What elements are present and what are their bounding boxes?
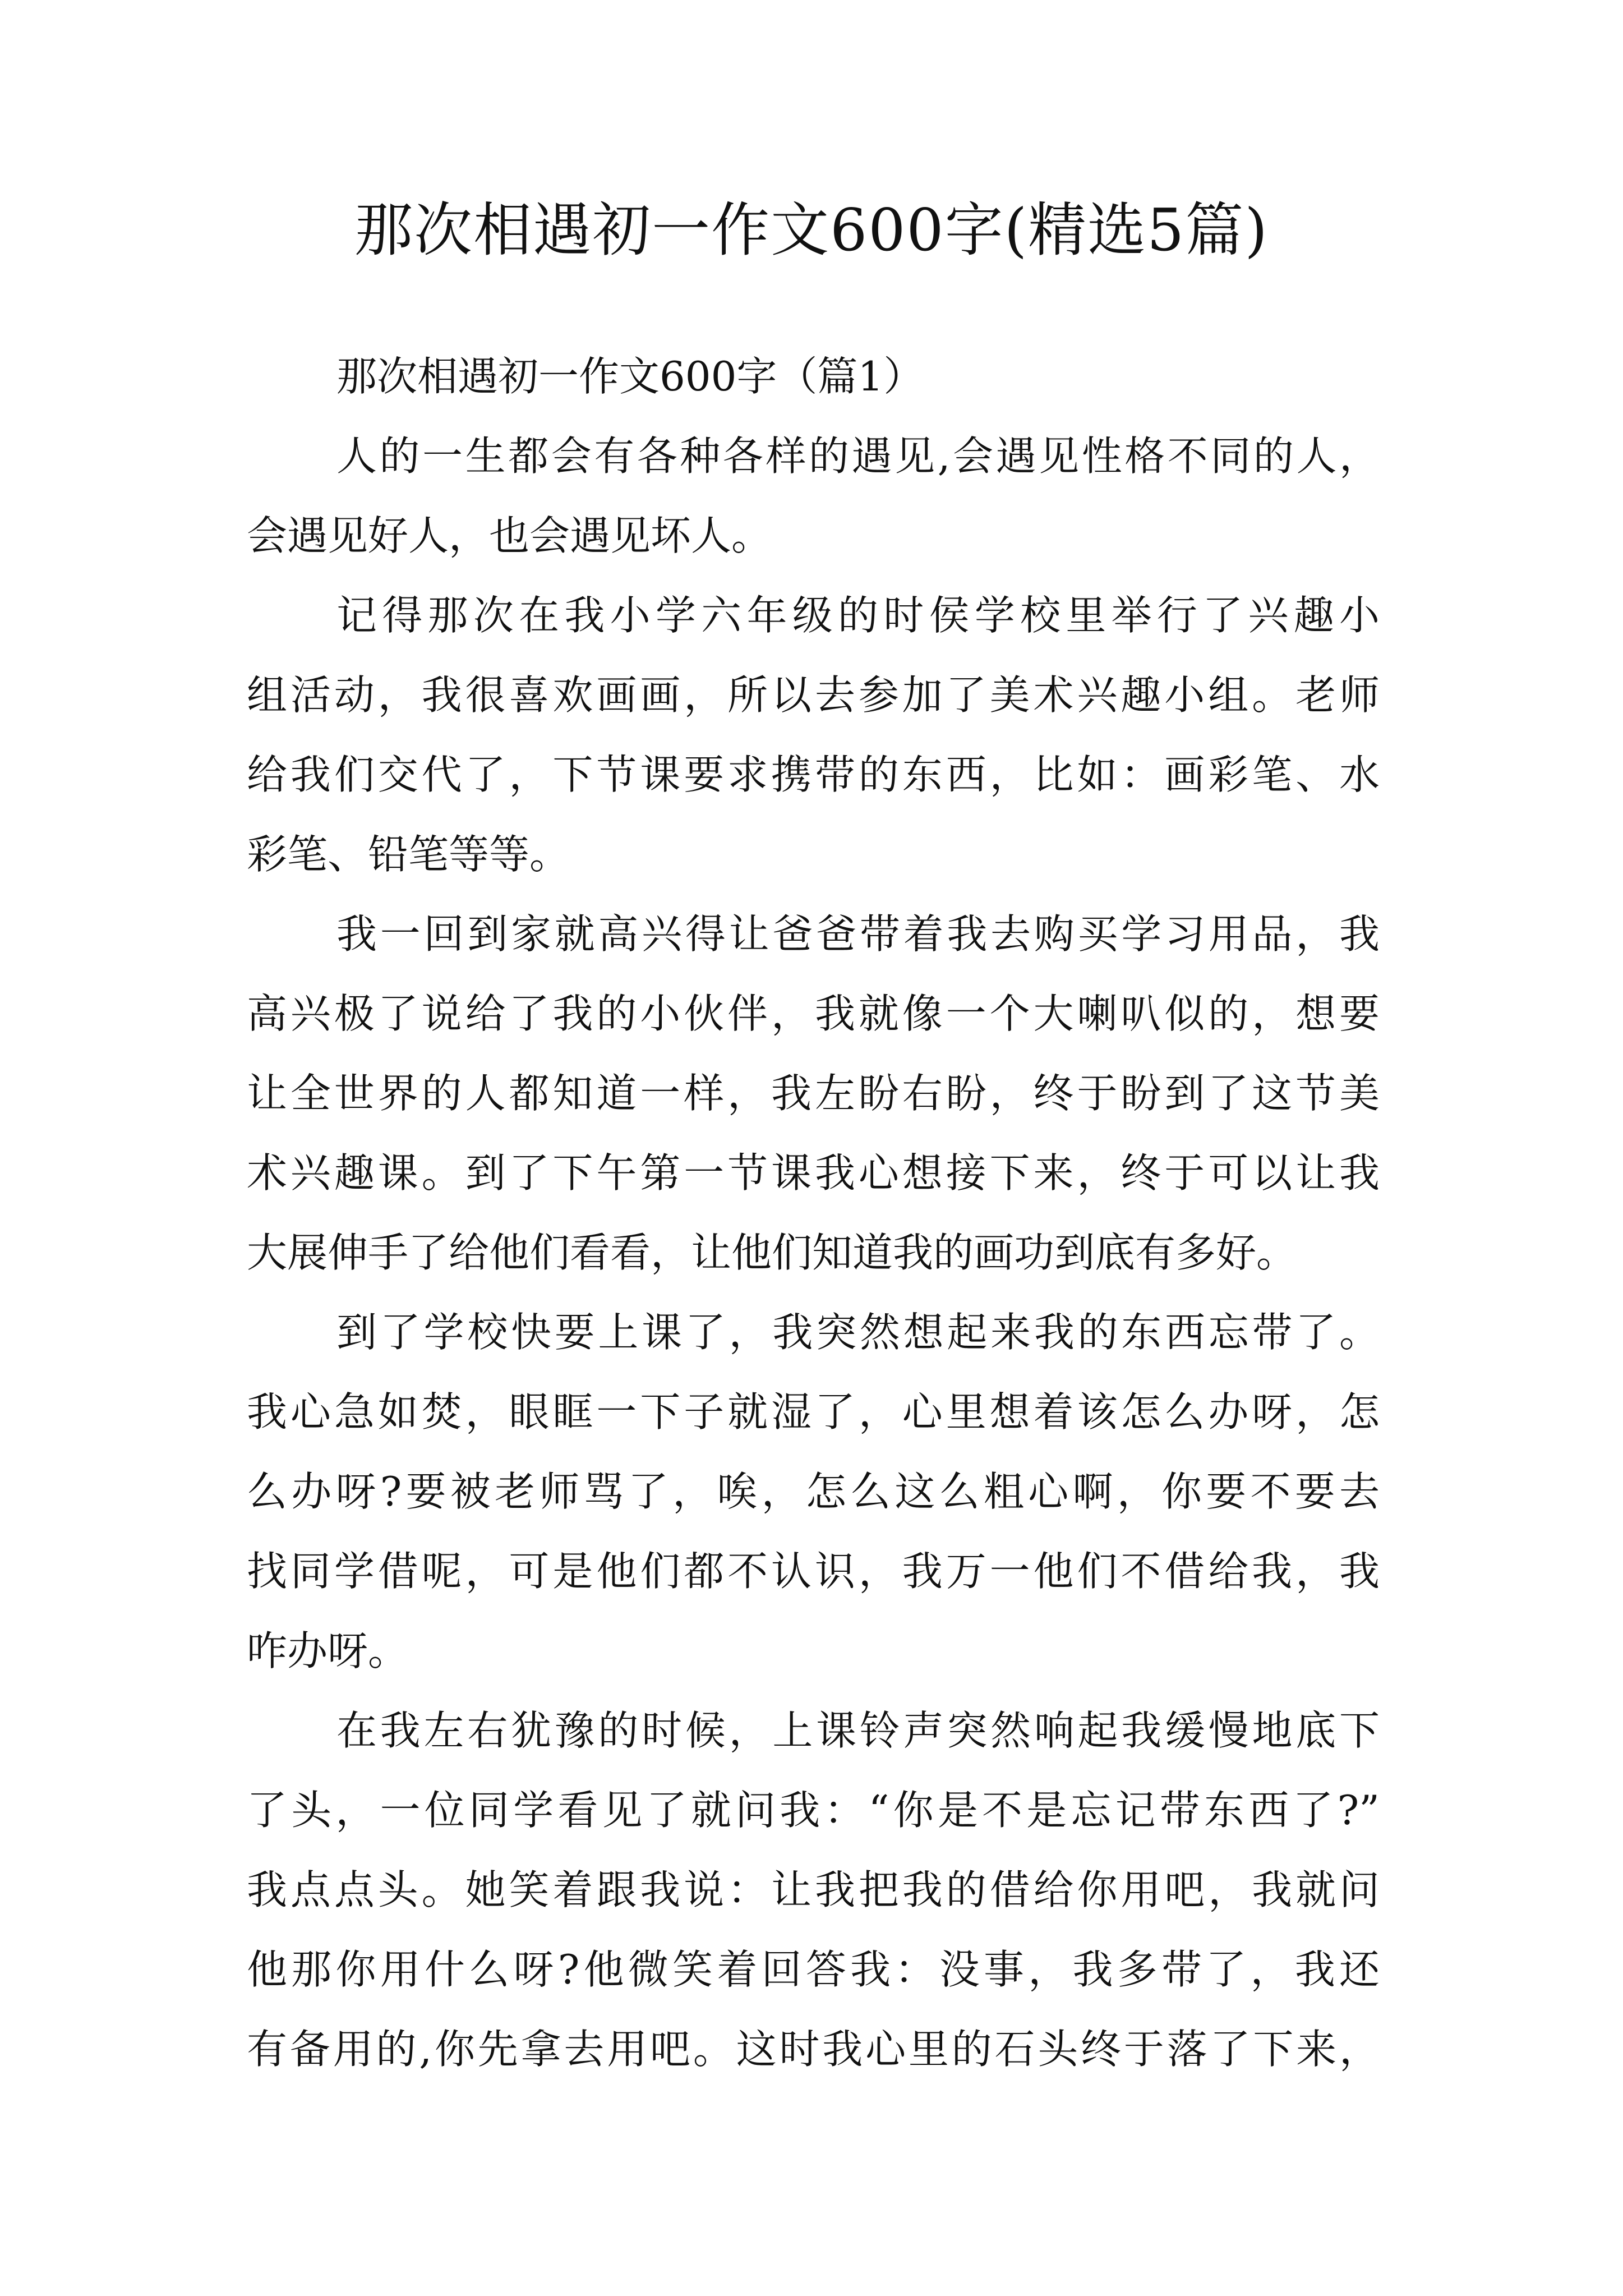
paragraph-line: 了头，一位同学看见了就问我：“你是不是忘记带东西了?” xyxy=(247,1787,1380,1834)
paragraph-line: 大展伸手了给他们看看，让他们知道我的画功到底有多好。 xyxy=(247,1229,1297,1276)
paragraph-line: 记得那次在我小学六年级的时侯学校里举行了兴趣小 xyxy=(336,592,1380,639)
document-title: 那次相遇初一作文600字(精选5篇) xyxy=(354,196,1269,264)
paragraph-line: 会遇见好人，也会遇见坏人。 xyxy=(247,512,772,559)
paragraph-line: 我一回到家就高兴得让爸爸带着我去购买学习用品，我 xyxy=(336,910,1380,958)
paragraph-line: 组活动，我很喜欢画画，所以去参加了美术兴趣小组。老师 xyxy=(247,671,1380,719)
section-heading: 那次相遇初一作文600字（篇1） xyxy=(336,353,924,400)
document-body xyxy=(247,337,1380,2089)
paragraph-line: 他那你用什么呀?他微笑着回答我：没事，我多带了，我还 xyxy=(247,1946,1380,1993)
paragraph-line: 我点点头。她笑着跟我说：让我把我的借给你用吧，我就问 xyxy=(247,1866,1380,1913)
paragraph-line: 到了学校快要上课了，我突然想起来我的东西忘带了。 xyxy=(336,1309,1380,1356)
paragraph-line: 让全世界的人都知道一样，我左盼右盼，终于盼到了这节美 xyxy=(247,1070,1380,1117)
paragraph-line: 人的一生都会有各种各样的遇见,会遇见性格不同的人， xyxy=(336,432,1380,480)
paragraph-line: 彩笔、铅笔等等。 xyxy=(247,831,570,878)
paragraph-line: 在我左右犹豫的时候，上课铃声突然响起我缓慢地底下 xyxy=(336,1707,1380,1754)
paragraph-line: 高兴极了说给了我的小伙伴，我就像一个大喇叭似的，想要 xyxy=(247,990,1380,1037)
paragraph-line: 找同学借呢，可是他们都不认识，我万一他们不借给我，我 xyxy=(247,1548,1380,1595)
paragraph-line: 我心急如焚，眼眶一下子就湿了，心里想着该怎么办呀，怎 xyxy=(247,1388,1380,1435)
paragraph-line: 有备用的,你先拿去用吧。这时我心里的石头终于落了下来， xyxy=(247,2026,1380,2073)
paragraph-line: 给我们交代了，下节课要求携带的东西，比如：画彩笔、水 xyxy=(247,751,1380,798)
paragraph-line: 么办呀?要被老师骂了，唉，怎么这么粗心啊，你要不要去 xyxy=(247,1468,1380,1515)
paragraph-line: 术兴趣课。到了下午第一节课我心想接下来，终于可以让我 xyxy=(247,1149,1380,1197)
paragraph-line: 咋办呀。 xyxy=(247,1627,409,1674)
